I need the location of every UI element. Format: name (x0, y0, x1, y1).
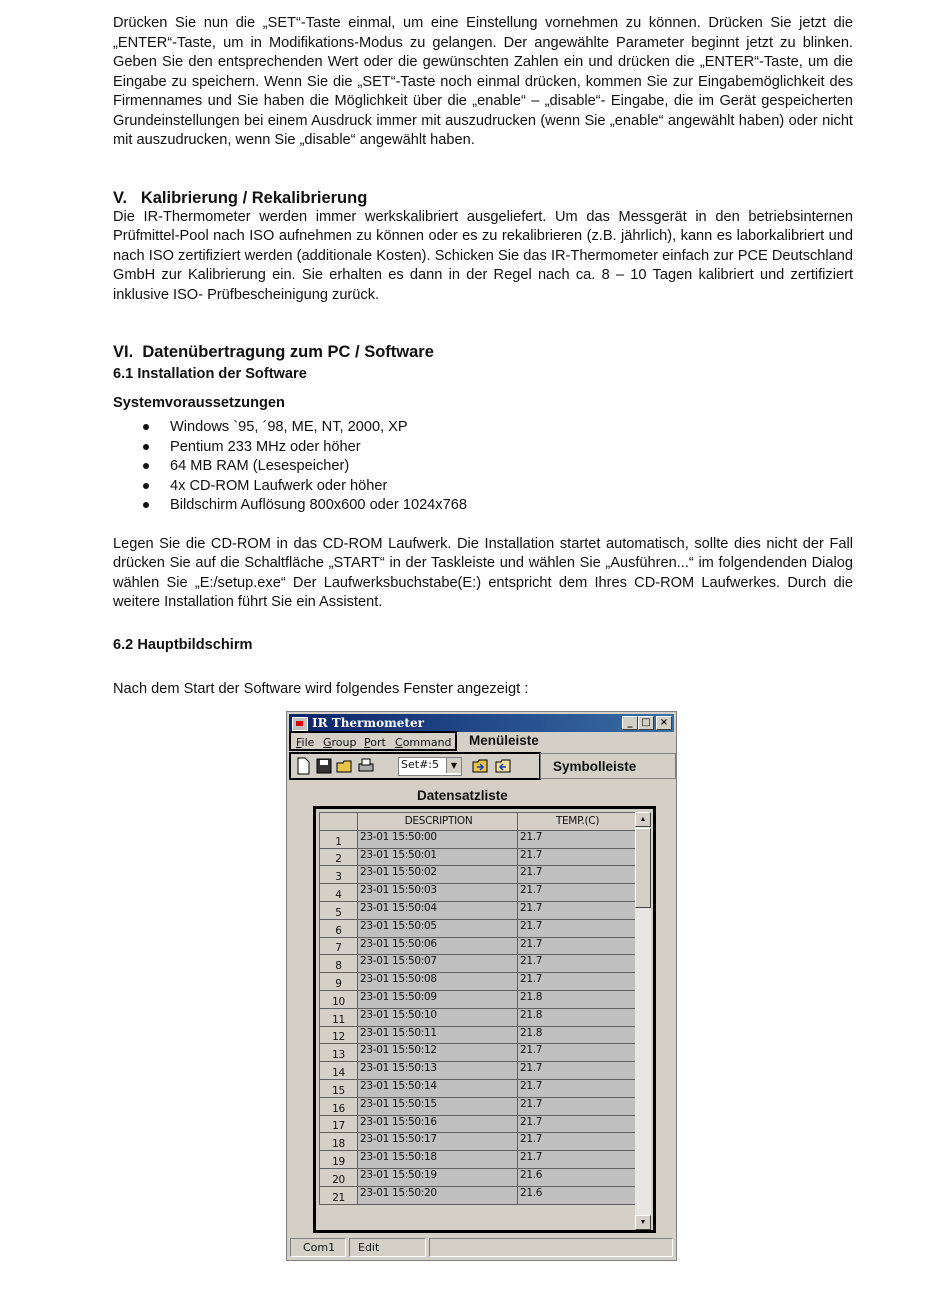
callout-toolbar: Symbolleiste (553, 759, 637, 774)
row-number-header (320, 813, 358, 831)
status-port: Com1 (290, 1238, 346, 1257)
menu-command[interactable]: Command (395, 736, 452, 749)
temperature-cell[interactable]: 21.7 (518, 1044, 636, 1062)
row-number[interactable]: 2 (320, 848, 358, 866)
callout-record-list: Datensatzliste (417, 788, 508, 803)
row-number[interactable]: 14 (320, 1062, 358, 1080)
temperature-cell[interactable]: 21.6 (518, 1186, 636, 1204)
print-icon[interactable] (357, 757, 375, 775)
document-page (113, 14, 853, 699)
table-row[interactable] (320, 1133, 636, 1151)
scroll-up-icon[interactable]: ▲ (635, 812, 651, 827)
intro-paragraph: Drücken Sie nun die „SET“-Taste einmal, um eine Einstellung vornehmen zu können. Drücken Sie jetzt die „ENTER“-Taste, um in Modifikations-Modus zu gelangen. Der angewählte Parameter beginnt jetzt zu blinken. Geben Sie den entsprechenden Wert oder die gewünschten Zahlen ein und drücken die „ENTER“-Taste, um die Eingabe zu speichern. Wenn Sie die „SET“-Taste noch einmal drücken, kommen Sie zur Eingabemöglichkeit des Firmennames und Sie haben die Möglichkeit über die „enable“ – „disable“- Eingabe, die im Gerät gespeicherten Grundeinstellungen bei einem Ausdruck immer mit auszudrucken (wenn Sie „enable“ angewählt haben) oder nicht mit auszudrucken, wenn Sie „disable“ angewählt haben. (113, 15, 853, 148)
temperature-cell[interactable]: 21.7 (518, 884, 636, 902)
description-cell[interactable]: 23-01 15:50:09 (358, 990, 518, 1008)
row-number[interactable]: 11 (320, 1008, 358, 1026)
table-row[interactable] (320, 990, 636, 1008)
temperature-cell[interactable]: 21.7 (518, 1115, 636, 1133)
scroll-thumb[interactable] (635, 828, 651, 908)
title-bar (289, 714, 674, 732)
table-header-row (320, 813, 636, 831)
list-item: 4x CD-ROM Laufwerk oder höher (113, 477, 853, 497)
table-row[interactable] (320, 1079, 636, 1097)
temperature-column-header[interactable]: TEMP.(C) (518, 813, 636, 831)
description-cell[interactable]: 23-01 15:50:12 (358, 1044, 518, 1062)
status-bar (290, 1238, 673, 1258)
description-cell[interactable]: 23-01 15:50:11 (358, 1026, 518, 1044)
temperature-cell[interactable]: 21.8 (518, 990, 636, 1008)
table-row[interactable] (320, 919, 636, 937)
description-column-header[interactable]: DESCRIPTION (358, 813, 518, 831)
section-5-heading: V. Kalibrierung / Rekalibrierung (113, 188, 368, 207)
row-number[interactable]: 8 (320, 955, 358, 973)
export-icon[interactable] (494, 757, 512, 775)
temperature-cell[interactable]: 21.7 (518, 1079, 636, 1097)
table-row[interactable] (320, 1151, 636, 1169)
vertical-scrollbar[interactable] (635, 812, 651, 1230)
temperature-cell[interactable]: 21.7 (518, 830, 636, 848)
temperature-cell[interactable]: 21.7 (518, 919, 636, 937)
requirements-list (113, 418, 853, 516)
minimize-icon[interactable]: _ (622, 716, 638, 730)
table-row[interactable] (320, 955, 636, 973)
table-row[interactable] (320, 848, 636, 866)
row-number[interactable]: 12 (320, 1026, 358, 1044)
new-file-icon[interactable] (294, 757, 312, 775)
save-icon[interactable] (315, 757, 333, 775)
temperature-cell[interactable]: 21.7 (518, 1133, 636, 1151)
description-cell[interactable]: 23-01 15:50:19 (358, 1168, 518, 1186)
window-title: IR Thermometer (312, 716, 424, 730)
temperature-cell[interactable]: 21.8 (518, 1008, 636, 1026)
description-cell[interactable]: 23-01 15:50:20 (358, 1186, 518, 1204)
table-row[interactable] (320, 1008, 636, 1026)
row-number[interactable]: 13 (320, 1044, 358, 1062)
row-number[interactable]: 4 (320, 884, 358, 902)
table-row[interactable] (320, 866, 636, 884)
callout-toolbar-box (540, 753, 676, 779)
row-number[interactable]: 10 (320, 990, 358, 1008)
description-cell[interactable]: 23-01 15:50:16 (358, 1115, 518, 1133)
table-row[interactable] (320, 1186, 636, 1204)
row-number[interactable]: 6 (320, 919, 358, 937)
row-number[interactable]: 7 (320, 937, 358, 955)
table-row[interactable] (320, 1062, 636, 1080)
list-item: Windows `95, ´98, ME, NT, 2000, XP (113, 418, 853, 438)
menu-group[interactable]: Group (323, 736, 357, 749)
description-cell[interactable]: 23-01 15:50:07 (358, 955, 518, 973)
description-cell[interactable]: 23-01 15:50:17 (358, 1133, 518, 1151)
row-number[interactable]: 19 (320, 1151, 358, 1169)
list-item: Bildschirm Auflösung 800x600 oder 1024x768 (113, 496, 853, 516)
menu-bar (289, 731, 457, 751)
temperature-cell[interactable]: 21.7 (518, 901, 636, 919)
table-row[interactable] (320, 1115, 636, 1133)
section-6-1-heading: 6.1 Installation der Software (113, 366, 307, 382)
temperature-cell[interactable]: 21.8 (518, 1026, 636, 1044)
temperature-cell[interactable]: 21.7 (518, 866, 636, 884)
description-cell[interactable]: 23-01 15:50:03 (358, 884, 518, 902)
callout-menubar: Menüleiste (469, 733, 539, 748)
table-row[interactable] (320, 1097, 636, 1115)
temperature-cell[interactable]: 21.6 (518, 1168, 636, 1186)
table-row[interactable] (320, 1168, 636, 1186)
description-cell[interactable]: 23-01 15:50:15 (358, 1097, 518, 1115)
description-cell[interactable]: 23-01 15:50:02 (358, 866, 518, 884)
temperature-cell[interactable]: 21.7 (518, 848, 636, 866)
open-folder-icon[interactable] (336, 757, 354, 775)
record-list (313, 806, 656, 1233)
table-row[interactable] (320, 884, 636, 902)
status-mode: Edit (349, 1238, 426, 1257)
record-table (319, 812, 636, 1205)
description-cell[interactable]: 23-01 15:50:10 (358, 1008, 518, 1026)
temperature-cell[interactable]: 21.7 (518, 1097, 636, 1115)
install-paragraph: Legen Sie die CD-ROM in das CD-ROM Laufwerk. Die Installation startet automatisch, sollte dies nicht der Fall drücken Sie auf die Schaltfläche „START“ in der Taskleiste und wählen Sie „Ausführen...“ im folgendenden Dialog wählen Sie „E:/setup.exe“ Der Laufwerksbuchstabe(E:) entspricht dem Ihres CD-ROM Laufwerkes. Durch die weitere Installation führt Sie ein Assistent. (113, 535, 853, 610)
row-number[interactable]: 18 (320, 1133, 358, 1151)
row-number[interactable]: 3 (320, 866, 358, 884)
description-cell[interactable]: 23-01 15:50:13 (358, 1062, 518, 1080)
scroll-down-icon[interactable]: ▼ (635, 1215, 651, 1230)
ir-thermometer-window (286, 711, 677, 1261)
requirements-heading: Systemvoraussetzungen (113, 395, 285, 411)
record-table-body (320, 830, 636, 1204)
temperature-cell[interactable]: 21.7 (518, 1062, 636, 1080)
table-row[interactable] (320, 901, 636, 919)
description-cell[interactable]: 23-01 15:50:00 (358, 830, 518, 848)
row-number[interactable]: 9 (320, 973, 358, 991)
maximize-icon[interactable]: □ (638, 716, 654, 730)
row-number[interactable]: 1 (320, 830, 358, 848)
section-6-heading: VI. Datenübertragung zum PC / Software (113, 343, 434, 361)
table-row[interactable] (320, 973, 636, 991)
app-icon (292, 717, 308, 731)
close-icon[interactable]: × (656, 716, 672, 730)
description-cell[interactable]: 23-01 15:50:04 (358, 901, 518, 919)
row-number[interactable]: 20 (320, 1168, 358, 1186)
menu-port[interactable]: Port (364, 736, 386, 749)
main-screen-paragraph: Nach dem Start der Software wird folgendes Fenster angezeigt : (113, 680, 529, 697)
row-number[interactable]: 16 (320, 1097, 358, 1115)
table-row[interactable] (320, 1044, 636, 1062)
menu-file[interactable]: File (296, 736, 315, 749)
row-number[interactable]: 21 (320, 1186, 358, 1204)
temperature-cell[interactable]: 21.7 (518, 937, 636, 955)
description-cell[interactable]: 23-01 15:50:06 (358, 937, 518, 955)
import-icon[interactable] (471, 757, 489, 775)
description-cell[interactable]: 23-01 15:50:08 (358, 973, 518, 991)
temperature-cell[interactable]: 21.7 (518, 1151, 636, 1169)
table-row[interactable] (320, 1026, 636, 1044)
section-5-text: Die IR-Thermometer werden immer werkskalibriert ausgeliefert. Um das Messgerät in den betriebsinternen Prüfmittel-Pool nach ISO aufnehmen zu können oder es zu rekalibrieren (z.B. jährlich), kann es laborkalibriert und nach ISO zertifiziert werden (additionale Kosten). Schicken Sie das IR-Thermometer einfach zur PCE Deutschland GmbH zur Kalibrierung ein. Sie erhalten es dann in der Regel nach ca. 8 – 10 Tagen kalibriert und zertifiziert inklusive ISO- Prüfbescheinigung zurück. (113, 208, 853, 303)
set-value: Set#:5 (401, 758, 439, 771)
row-number[interactable]: 15 (320, 1079, 358, 1097)
status-message (429, 1238, 673, 1257)
set-dropdown[interactable] (398, 757, 462, 776)
list-item: 64 MB RAM (Lesespeicher) (113, 457, 853, 477)
row-number[interactable]: 5 (320, 901, 358, 919)
temperature-cell[interactable]: 21.7 (518, 955, 636, 973)
table-row[interactable] (320, 830, 636, 848)
toolbar (289, 752, 541, 780)
list-item: Pentium 233 MHz oder höher (113, 438, 853, 458)
temperature-cell[interactable]: 21.7 (518, 973, 636, 991)
description-cell[interactable]: 23-01 15:50:05 (358, 919, 518, 937)
section-6-2-heading: 6.2 Hauptbildschirm (113, 636, 253, 653)
chevron-down-icon[interactable]: ▼ (446, 758, 461, 773)
table-row[interactable] (320, 937, 636, 955)
row-number[interactable]: 17 (320, 1115, 358, 1133)
description-cell[interactable]: 23-01 15:50:14 (358, 1079, 518, 1097)
description-cell[interactable]: 23-01 15:50:01 (358, 848, 518, 866)
description-cell[interactable]: 23-01 15:50:18 (358, 1151, 518, 1169)
